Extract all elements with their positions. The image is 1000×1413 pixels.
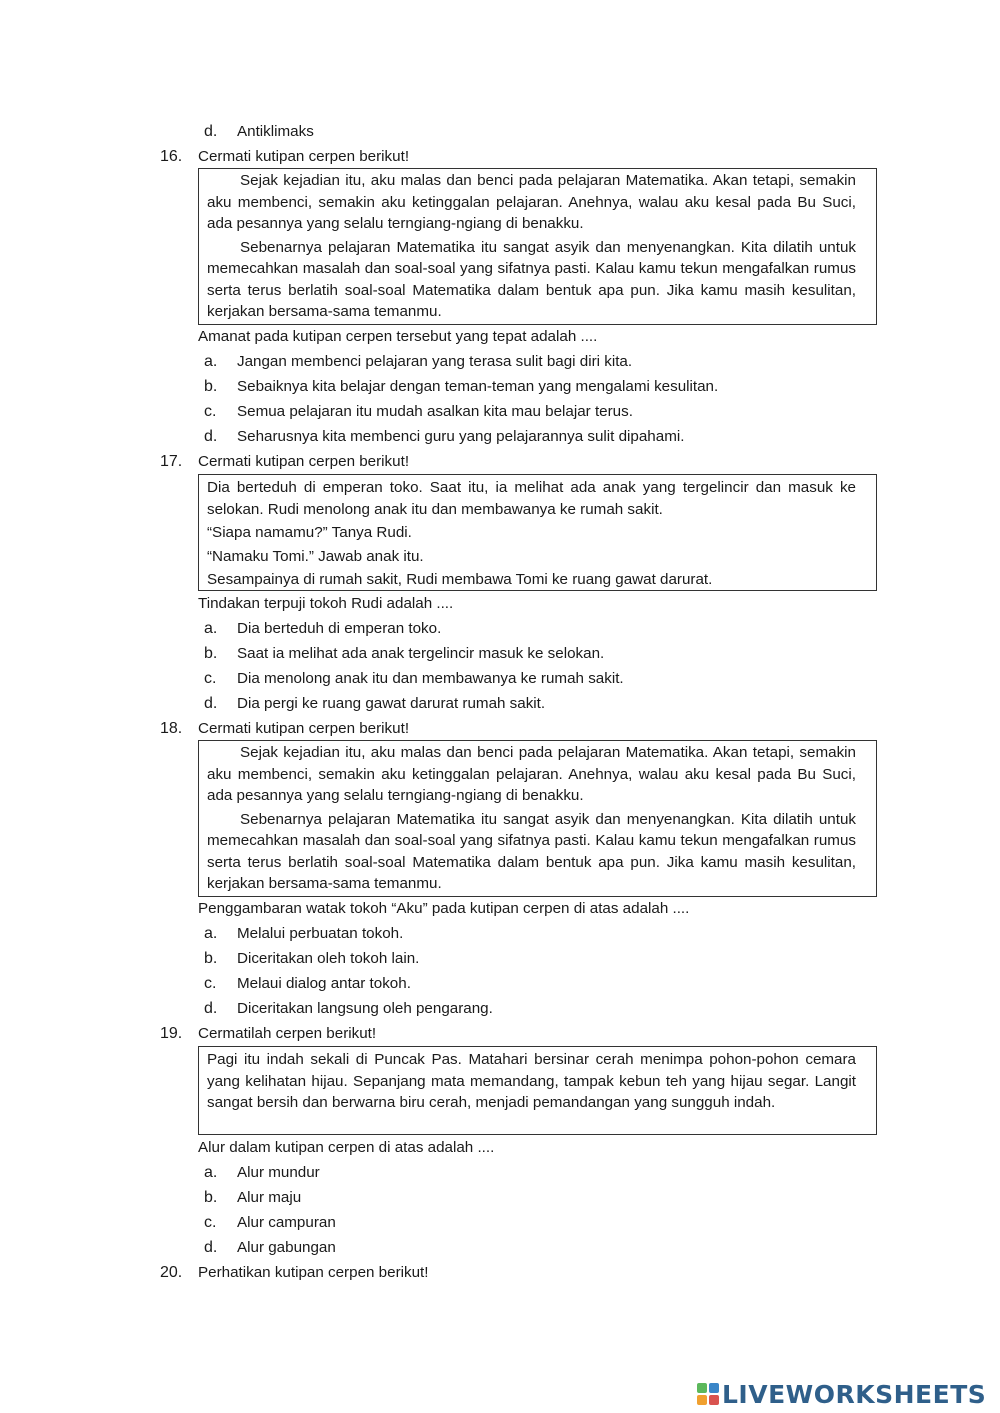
q19-option-c-letter: c.	[204, 1214, 217, 1231]
logo-text: LIVEWORKSHEETS	[722, 1379, 987, 1409]
q18-option-a-letter: a.	[204, 925, 218, 942]
q17-option-c[interactable]: Dia menolong anak itu dan membawanya ke rumah sakit.	[237, 670, 624, 687]
q19-prompt: Cermatilah cerpen berikut!	[198, 1025, 377, 1042]
q19-passage-box	[198, 1046, 877, 1135]
q18-option-c-letter: c.	[204, 975, 217, 992]
q17-option-b[interactable]: Saat ia melihat ada anak tergelincir masuk ke selokan.	[237, 645, 605, 662]
q17-option-a[interactable]: Dia berteduh di emperan toko.	[237, 620, 442, 637]
q18-option-c[interactable]: Melaui dialog antar tokoh.	[237, 975, 411, 992]
q18-option-b[interactable]: Diceritakan oleh tokoh lain.	[237, 950, 420, 967]
q17-passage-para-4: Sesampainya di rumah sakit, Rudi membawa Tomi ke ruang gawat darurat.	[207, 571, 713, 588]
q19-option-a[interactable]: Alur mundur	[237, 1164, 320, 1181]
q18-passage-para-1: Sejak kejadian itu, aku malas dan benci pada pelajaran Matematika. Akan tetapi, semakin aku membenci, semakin aku ketinggalan pelajaran. Anehnya, walau aku kesal pada Bu Suci, ada pesannya yang selalu terngiang-ngiang di benakku.	[207, 744, 856, 804]
q16-option-c[interactable]: Semua pelajaran itu mudah asalkan kita mau belajar terus.	[237, 403, 633, 420]
q17-option-d[interactable]: Dia pergi ke ruang gawat darurat rumah sakit.	[237, 695, 546, 712]
q17-option-c-letter: c.	[204, 670, 217, 687]
q18-number: 18.	[160, 720, 183, 737]
q16-option-d-letter: d.	[204, 428, 218, 445]
q17-passage-para-2: “Siapa namamu?” Tanya Rudi.	[207, 524, 412, 541]
q19-question: Alur dalam kutipan cerpen di atas adalah ....	[198, 1139, 495, 1156]
q18-option-b-letter: b.	[204, 950, 218, 967]
q17-passage-para-1: Dia berteduh di emperan toko. Saat itu, ia melihat ada anak yang tergelincir dan masuk ke selokan. Rudi menolong anak itu dan membawanya ke rumah sakit.	[207, 479, 856, 518]
q17-number: 17.	[160, 453, 183, 470]
q16-option-b-letter: b.	[204, 378, 218, 395]
q19-option-d-letter: d.	[204, 1239, 218, 1256]
q16-passage-box	[198, 168, 877, 325]
q19-option-b[interactable]: Alur maju	[237, 1189, 302, 1206]
q19-option-d[interactable]: Alur gabungan	[237, 1239, 336, 1256]
q16-option-d[interactable]: Seharusnya kita membenci guru yang pelajarannya sulit dipahami.	[237, 428, 685, 445]
q15-option-letter: d.	[204, 123, 218, 140]
q20-number: 20.	[160, 1264, 183, 1281]
q18-option-d-letter: d.	[204, 1000, 218, 1017]
q16-option-a-letter: a.	[204, 353, 218, 370]
liveworksheets-logo	[697, 1379, 986, 1409]
q16-number: 16.	[160, 148, 183, 165]
q20-prompt: Perhatikan kutipan cerpen berikut!	[198, 1264, 429, 1281]
q18-option-a[interactable]: Melalui perbuatan tokoh.	[237, 925, 404, 942]
logo-grid-icon	[697, 1383, 719, 1405]
q16-option-b[interactable]: Sebaiknya kita belajar dengan teman-teman yang mengalami kesulitan.	[237, 378, 719, 395]
q18-question: Penggambaran watak tokoh “Aku” pada kutipan cerpen di atas adalah ....	[198, 900, 690, 917]
q16-passage-para-1: Sejak kejadian itu, aku malas dan benci pada pelajaran Matematika. Akan tetapi, semakin aku membenci, semakin aku ketinggalan pelajaran. Anehnya, walau aku kesal pada Bu Suci, ada pesannya yang selalu terngiang-ngiang di benakku.	[207, 172, 856, 232]
q18-passage-box	[198, 740, 877, 897]
q17-option-d-letter: d.	[204, 695, 218, 712]
q17-passage-box	[198, 474, 877, 591]
q18-prompt: Cermati kutipan cerpen berikut!	[198, 720, 410, 737]
q19-option-b-letter: b.	[204, 1189, 218, 1206]
q17-passage-para-3: “Namaku Tomi.” Jawab anak itu.	[207, 547, 424, 565]
logo-square-blue	[709, 1383, 719, 1393]
logo-square-red	[709, 1395, 719, 1405]
q16-option-a[interactable]: Jangan membenci pelajaran yang terasa sulit bagi diri kita.	[237, 353, 633, 370]
q19-option-c[interactable]: Alur campuran	[237, 1214, 336, 1231]
logo-square-orange	[697, 1395, 707, 1405]
q17-option-b-letter: b.	[204, 645, 218, 662]
q17-question: Tindakan terpuji tokoh Rudi adalah ....	[198, 595, 454, 612]
q16-question: Amanat pada kutipan cerpen tersebut yang tepat adalah ....	[198, 328, 598, 345]
q16-passage-para-2: Sebenarnya pelajaran Matematika itu sangat asyik dan menyenangkan. Kita dilatih untuk memecahkan masalah dan soal-soal yang sifatnya pasti. Kalau kamu tekun mengafalkan rumus serta terus berlatih soal-soal Matematika dalam bentuk apa pun. Jika kamu masih kesulitan, kerjakan bersama-sama temanmu.	[207, 238, 856, 320]
q17-option-a-letter: a.	[204, 620, 218, 637]
q18-passage-para-2: Sebenarnya pelajaran Matematika itu sangat asyik dan menyenangkan. Kita dilatih untuk memecahkan masalah dan soal-soal yang sifatnya pasti. Kalau kamu tekun mengafalkan rumus serta terus berlatih soal-soal Matematika dalam bentuk apa pun. Jika kamu masih kesulitan, kerjakan bersama-sama temanmu.	[207, 810, 856, 892]
q19-number: 19.	[160, 1025, 183, 1042]
q17-prompt: Cermati kutipan cerpen berikut!	[198, 453, 410, 470]
q19-passage-para-1: Pagi itu indah sekali di Puncak Pas. Matahari bersinar cerah menimpa pohon-pohon cemara yang kelihatan hijau. Sepanjang mata memandang, tampak kebun teh yang hijau segar. Langit sangat bersih dan berwarna biru cerah, menjadi pemandangan yang sungguh indah.	[207, 1051, 856, 1111]
q18-option-d[interactable]: Diceritakan langsung oleh pengarang.	[237, 1000, 493, 1017]
q16-option-c-letter: c.	[204, 403, 217, 420]
q15-option-text: Antiklimaks	[237, 123, 314, 140]
logo-square-green	[697, 1383, 707, 1393]
q19-option-a-letter: a.	[204, 1164, 218, 1181]
q16-prompt: Cermati kutipan cerpen berikut!	[198, 148, 410, 165]
